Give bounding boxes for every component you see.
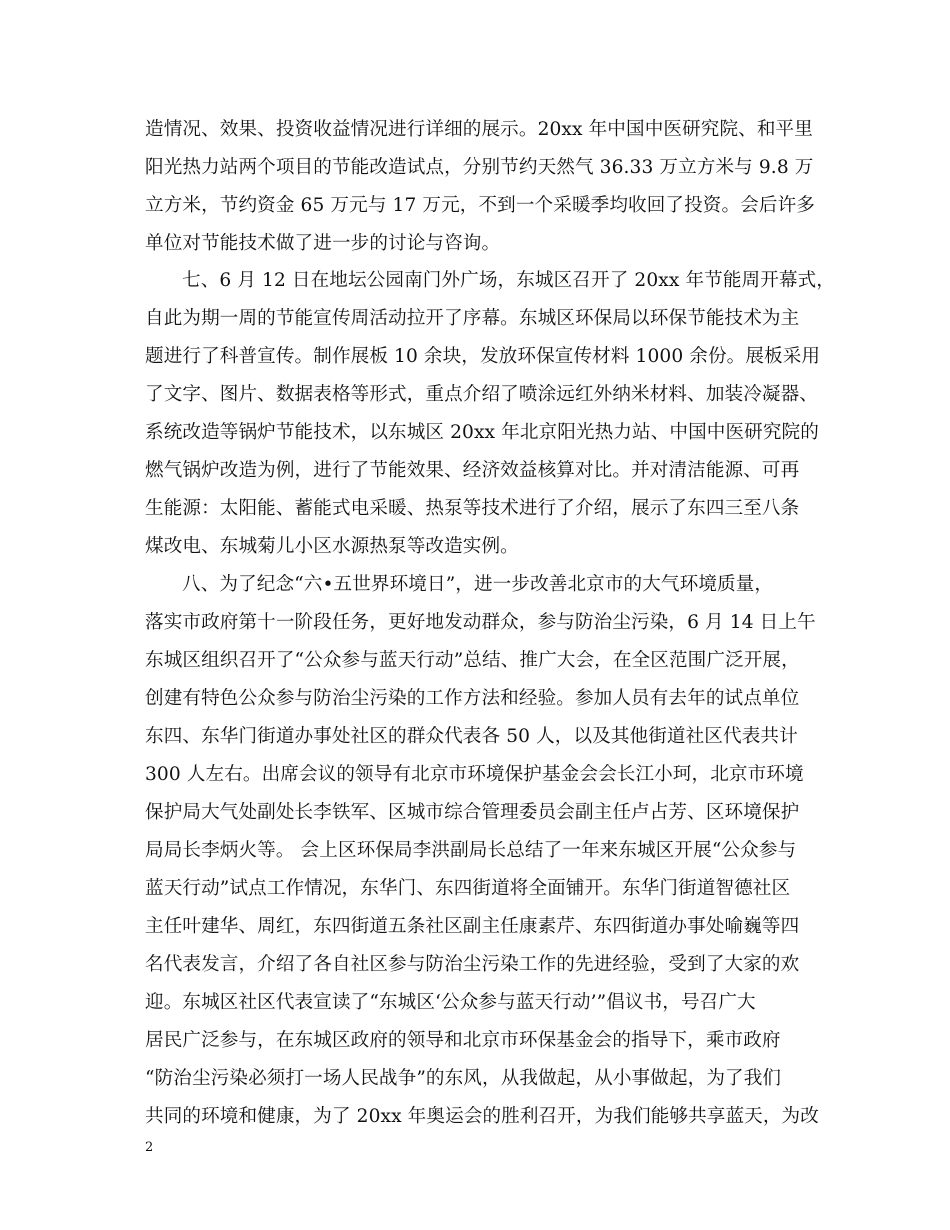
text-line: 300 人左右。出席会议的领导有北京市环境保护基金会会长江小珂，北京市环境 <box>145 764 804 785</box>
text-line: 了文字、图片、数据表格等形式，重点介绍了喷涂远红外纳米材料、加装冷凝器、 <box>145 384 818 405</box>
text-line: 名代表发言，介绍了各自社区参与防治尘污染工作的先进经验，受到了大家的欢 <box>145 954 800 975</box>
text-line: 立方米，节约资金 65 万元与 17 万元，不到一个采暖季均收回了投资。会后许多 <box>145 195 815 216</box>
text-line: 题进行了科普宣传。制作展板 10 余块，发放环保宣传材料 1000 余份。展板采用 <box>145 346 821 367</box>
text-line: 居民广泛参与，在东城区政府的领导和北京市环保基金会的指导下，乘市政府 <box>145 1030 781 1051</box>
text-line: 七、6 月 12 日在地坛公园南门外广场，东城区召开了 20xx 年节能周开幕式， <box>182 270 835 291</box>
text-line: 迎。东城区社区代表宣读了“东城区‘公众参与蓝天行动’”倡议书，号召广大 <box>145 992 756 1013</box>
text-line: 局局长李炳火等。 会上区环保局李洪副局长总结了一年来东城区开展“公众参与 <box>145 840 797 861</box>
text-line: 煤改电、东城菊儿小区水源热泵等改造实例。 <box>145 536 519 557</box>
text-line: 保护局大气处副处长李铁军、区城市综合管理委员会副主任卢占芳、区环境保护 <box>145 802 800 823</box>
text-line: 主任叶建华、周红，东四街道五条社区副主任康素芹、东四街道办事处喻巍等四 <box>145 916 800 937</box>
text-line: 生能源：太阳能、蓄能式电采暖、热泵等技术进行了介绍，展示了东四三至八条 <box>145 498 800 519</box>
text-line: “防治尘污染必须打一场人民战争”的东风，从我做起，从小事做起，为了我们 <box>145 1068 782 1089</box>
text-line: 自此为期一周的节能宣传周活动拉开了序幕。东城区环保局以环保节能技术为主 <box>145 308 800 329</box>
text-line: 燃气锅炉改造为例，进行了节能效果、经济效益核算对比。并对清洁能源、可再 <box>145 460 800 481</box>
text-line: 东城区组织召开了“公众参与蓝天行动”总结、推广大会，在全区范围广泛开展， <box>145 650 800 671</box>
text-line: 八、为了纪念“六•五世界环境日”，进一步改善北京市的大气环境质量， <box>182 574 774 595</box>
text-line: 单位对节能技术做了进一步的讨论与咨询。 <box>145 233 501 254</box>
text-line: 蓝天行动”试点工作情况，东华门、东四街道将全面铺开。东华门街道智德社区 <box>145 878 791 899</box>
page-number: 2 <box>145 1140 154 1155</box>
text-line: 东四、东华门街道办事处社区的群众代表各 50 人，以及其他街道社区代表共计 <box>145 726 798 747</box>
text-line: 造情况、效果、投资收益情况进行详细的展示。20xx 年中国中医研究院、和平里 <box>145 119 813 140</box>
text-line: 共同的环境和健康，为了 20xx 年奥运会的胜利召开，为我们能够共享蓝天，为改 <box>145 1106 819 1127</box>
text-line: 系统改造等锅炉节能技术，以东城区 20xx 年北京阳光热力站、中国中医研究院的 <box>145 422 819 443</box>
text-line: 落实市政府第十一阶段任务，更好地发动群众，参与防治尘污染，6 月 14 日上午 <box>145 612 816 633</box>
text-line: 阳光热力站两个项目的节能改造试点，分别节约天然气 36.33 万立方米与 9.8 万 <box>145 157 814 178</box>
text-line: 创建有特色公众参与防治尘污染的工作方法和经验。参加人员有去年的试点单位 <box>145 688 800 709</box>
